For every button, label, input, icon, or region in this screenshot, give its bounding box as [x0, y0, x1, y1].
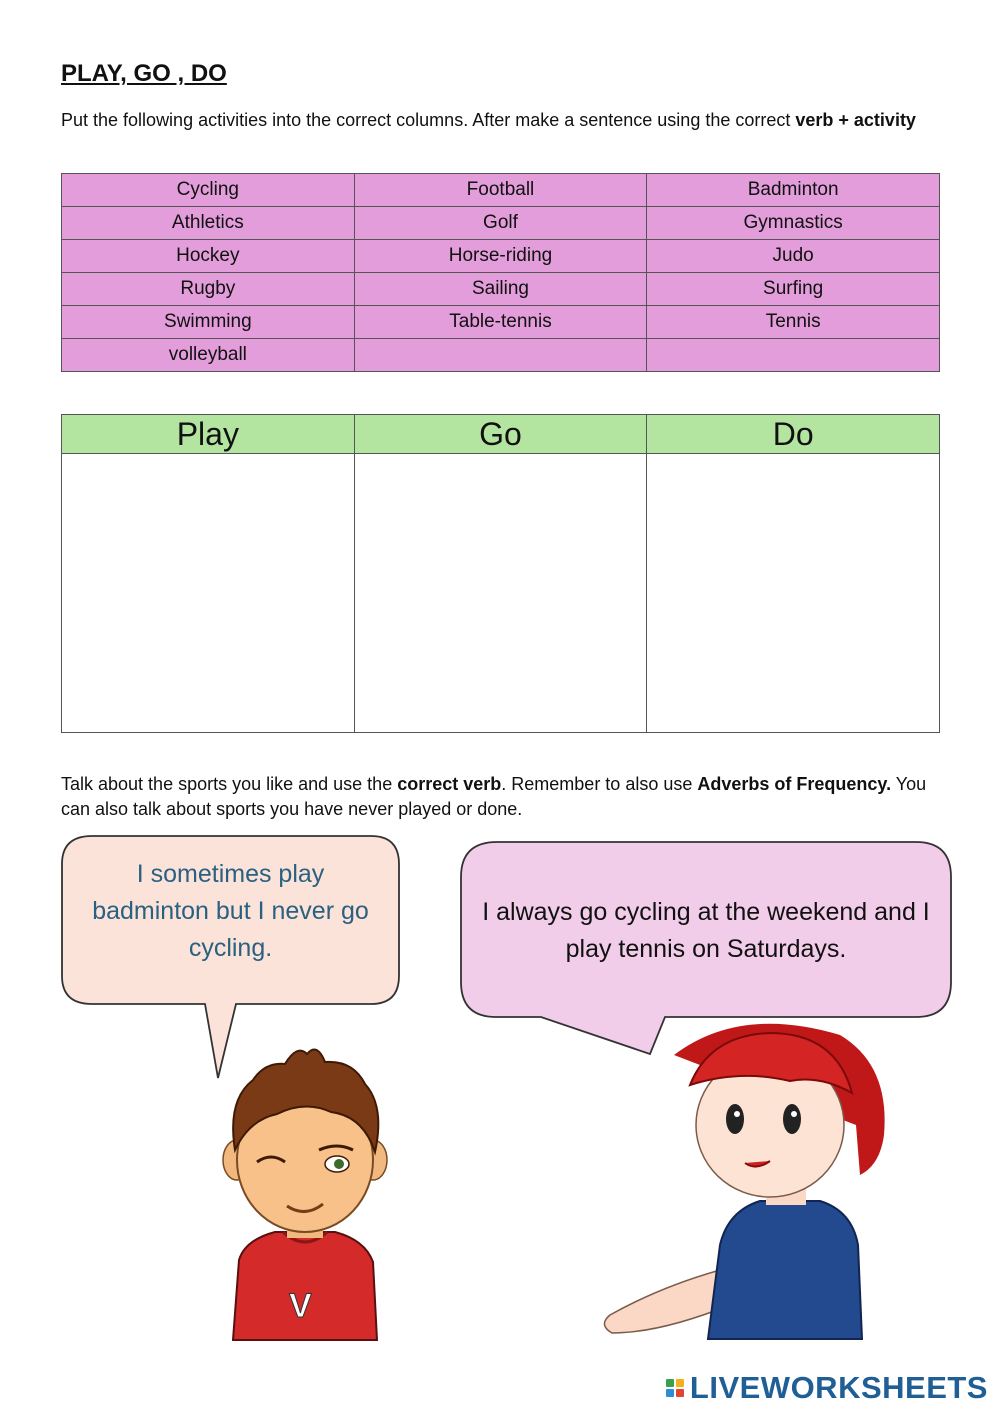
logo-text: LIVEWORKSHEETS [689, 1370, 988, 1405]
column-header-do: Do [647, 415, 940, 454]
boy-speech-text: I sometimes play badminton but I never go cycling. [92, 860, 369, 962]
activity-cell[interactable]: Surfing [647, 273, 940, 306]
activity-cell[interactable]: Badminton [647, 174, 940, 207]
logo-mark-icon [666, 1379, 684, 1397]
activity-cell[interactable]: Tennis [647, 306, 940, 339]
column-header-go: Go [354, 415, 647, 454]
liveworksheets-logo [666, 1370, 988, 1406]
girl-shirt [708, 1201, 862, 1339]
activity-cell[interactable]: Football [354, 174, 647, 207]
boy-shirt-letter: V [289, 1287, 312, 1325]
instructions-bold: verb + activity [795, 110, 916, 130]
activity-cell[interactable]: Golf [354, 207, 647, 240]
activity-cell[interactable]: Swimming [62, 306, 355, 339]
talk-text-2: . Remember to also use [501, 774, 698, 794]
activity-cell[interactable]: volleyball [62, 339, 355, 372]
activity-cell[interactable]: Athletics [62, 207, 355, 240]
talk-text-3: You can also talk about sports you have never played or done. [61, 774, 927, 819]
activity-cell[interactable]: Cycling [62, 174, 355, 207]
page-title: PLAY, GO , DO [61, 60, 227, 87]
activity-cell[interactable]: Sailing [354, 273, 647, 306]
activity-cell[interactable]: Rugby [62, 273, 355, 306]
column-header-play: Play [62, 415, 355, 454]
activity-cell[interactable]: Horse-riding [354, 240, 647, 273]
activity-cell[interactable]: Judo [647, 240, 940, 273]
activity-cell[interactable]: Gymnastics [647, 207, 940, 240]
girl-speech-text: I always go cycling at the weekend and I play tennis on Saturdays. [482, 898, 930, 963]
talk-text-1: Talk about the sports you like and use the [61, 774, 398, 794]
talk-bold-2: Adverbs of Frequency. [697, 774, 892, 794]
instructions-text: Put the following activities into the correct columns. After make a sentence using the correct [61, 110, 796, 130]
activity-cell[interactable]: Hockey [62, 240, 355, 273]
girl-character-illustration [590, 1015, 900, 1345]
talk-bold-1: correct verb [397, 774, 502, 794]
activity-cell[interactable]: Table-tennis [354, 306, 647, 339]
